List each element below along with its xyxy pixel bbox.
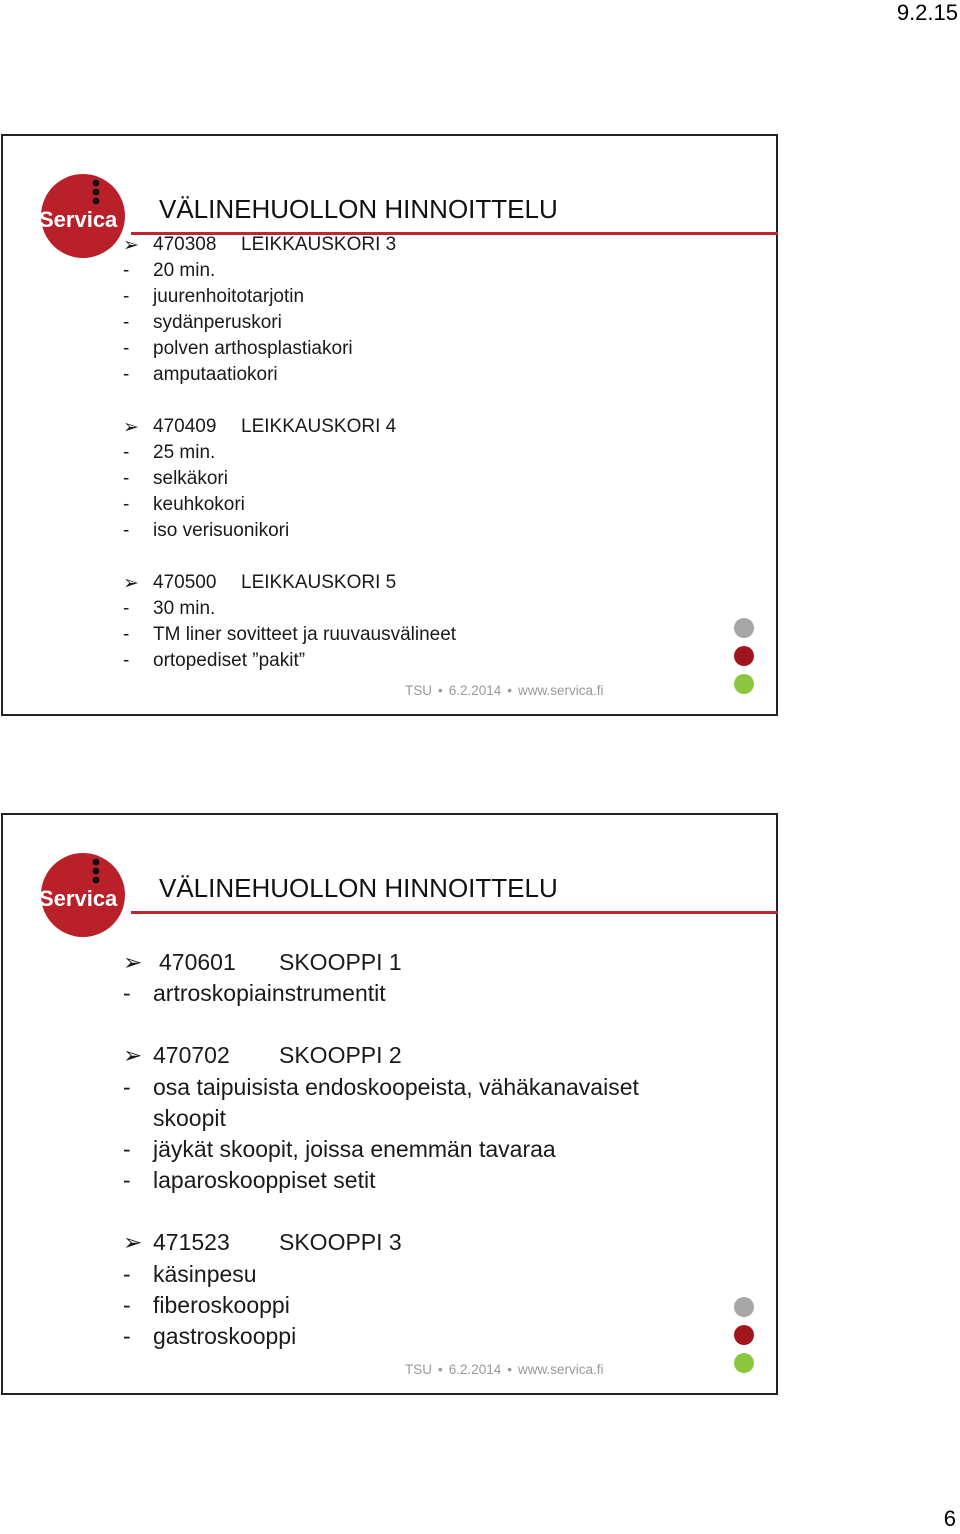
green-dot-icon (734, 674, 754, 694)
product-code: 471523 (153, 1229, 230, 1255)
footer-separator: • (507, 1362, 513, 1377)
decorative-dots (734, 618, 754, 702)
title-rule (131, 911, 778, 914)
logo-text: Servica (39, 886, 118, 911)
slide-footer (405, 1362, 604, 1377)
product-name: LEIKKAUSKORI 5 (241, 572, 397, 593)
arrow-bullet-icon: ➢ (123, 1042, 143, 1068)
decorative-dots (734, 1297, 754, 1381)
product-name: SKOOPPI 3 (279, 1229, 402, 1255)
servica-logo (39, 849, 129, 939)
slide-1: Servica VÄLINEHUOLLON HINNOITTELU ➢ 470308 LEIKKAUSKORI 3 - 20 min. - juurenhoitotarjotin - sydänperuskori - polven arthosplastiakori - amputaatiokori ➢ 470409 LEIKKAUSKORI 4 - 25 min. - selkäkori - keuhkokori - iso verisuonikori ➢ 470500 LEIKKAUSKORI 5 - 30 min. - TM liner sovitteet ja ruuvausvälineet - ortopediset ”pakit” TSU • 6.2.2014 • www.servica.fi (1, 134, 778, 716)
footer-url[interactable]: www.servica.fi (518, 1362, 604, 1377)
product-code: 470601 (159, 949, 236, 975)
footer-separator: • (438, 1362, 443, 1377)
slide-title: VÄLINEHUOLLON HINNOITTELU (159, 194, 558, 224)
arrow-bullet-icon: ➢ (123, 573, 139, 594)
product-name: SKOOPPI 2 (279, 1042, 402, 1068)
logo-text: Servica (39, 207, 118, 232)
product-name: LEIKKAUSKORI 3 (241, 234, 397, 255)
footer-date: 6.2.2014 (448, 1362, 502, 1377)
gray-dot-icon (734, 1297, 754, 1317)
footer-org: TSU (405, 1362, 432, 1377)
product-name: SKOOPPI 1 (279, 949, 402, 975)
footer-separator: • (438, 683, 443, 698)
red-dot-icon (734, 1325, 754, 1345)
page-date: 9.2.15 (896, 0, 958, 25)
slide-footer (405, 683, 604, 698)
arrow-bullet-icon: ➢ (123, 1229, 143, 1255)
footer-date: 6.2.2014 (448, 683, 502, 698)
footer-separator: • (507, 683, 513, 698)
arrow-bullet-icon: ➢ (123, 417, 139, 438)
arrow-bullet-icon: ➢ (123, 235, 139, 256)
product-code: 470409 (153, 416, 217, 437)
green-dot-icon (734, 1353, 754, 1373)
product-code: 470500 (153, 572, 217, 593)
servica-logo (39, 170, 129, 260)
page-number: 6 (943, 1506, 956, 1531)
gray-dot-icon (734, 618, 754, 638)
product-code: 470308 (153, 234, 217, 255)
arrow-bullet-icon: ➢ (123, 949, 143, 975)
product-name: LEIKKAUSKORI 4 (241, 416, 397, 437)
red-dot-icon (734, 646, 754, 666)
footer-org: TSU (405, 683, 432, 698)
footer-url[interactable]: www.servica.fi (518, 683, 604, 698)
slide-title: VÄLINEHUOLLON HINNOITTELU (159, 873, 558, 903)
slide-2: Servica VÄLINEHUOLLON HINNOITTELU ➢ 470601 SKOOPPI 1 - artroskopiainstrumentit ➢ 470702 SKOOPPI 2 - osa taipuisista endoskoopeista, vähäkanavaiset skoopit - jäykät skoopit, joissa enemmän tavaraa - laparoskooppiset setit ➢ 471523 SKOOPPI 3 - käsinpesu - fiberoskooppi - gastroskooppi TSU • 6.2.2014 • www.servica.fi (1, 813, 778, 1395)
product-code: 470702 (153, 1042, 230, 1068)
